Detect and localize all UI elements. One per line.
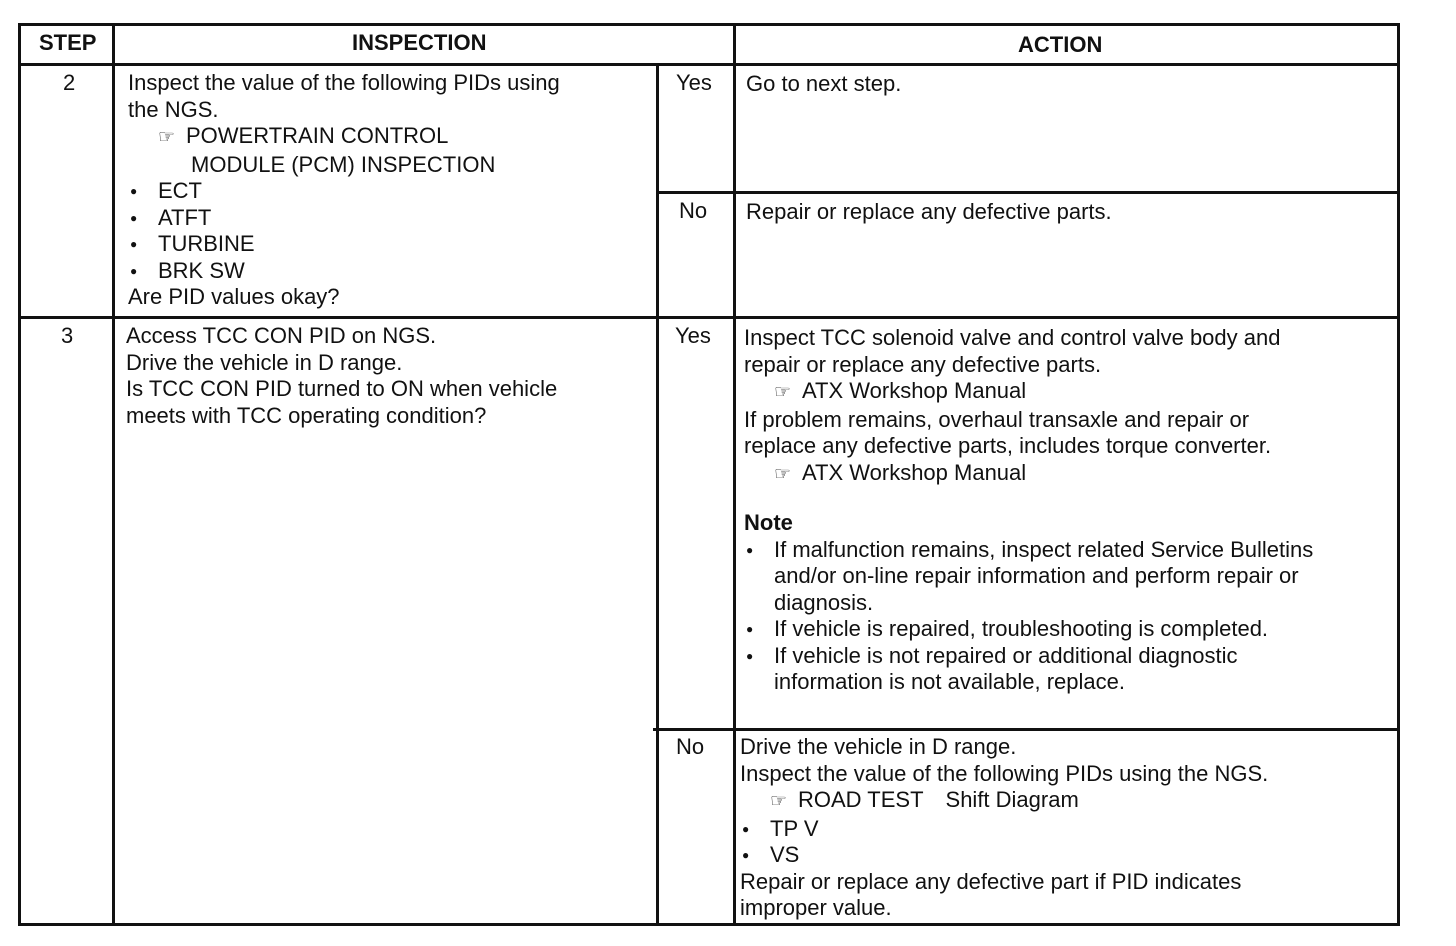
pid-bullet: ● TP V: [740, 816, 1268, 843]
step-column-divider: [112, 23, 115, 926]
pointing-hand-icon: ☞: [770, 791, 788, 812]
inspection-line: Inspect the value of the following PIDs using: [128, 70, 560, 95]
yes-action-cell: [744, 325, 1313, 696]
pid-bullet: ● BRK SW: [128, 258, 560, 285]
note-title: Note: [744, 510, 793, 535]
reference-link: [128, 123, 560, 152]
step3-yes-no-separator: [653, 728, 1400, 731]
pid-bullet: ● TURBINE: [128, 231, 560, 258]
reference-text: ATX Workshop Manual: [802, 459, 1027, 485]
no-label: No: [679, 198, 708, 223]
note-bullet: ● If vehicle is repaired, troubleshooting is completed.: [744, 616, 1313, 643]
reference-text-extra: Shift Diagram: [945, 787, 1079, 812]
pointing-hand-icon: ☞: [158, 127, 176, 148]
note-bullet: ● If malfunction remains, inspect related Service Bulletins: [744, 537, 1313, 564]
step2-yes-no-separator: [657, 191, 1400, 194]
inspection-cell: [128, 70, 560, 311]
inspection-line: Is TCC CON PID turned to ON when vehicle: [126, 376, 558, 401]
step-number: 2: [63, 70, 76, 95]
reference-text: ATX Workshop Manual: [802, 378, 1027, 403]
table-border-left: [18, 23, 21, 926]
inspection-line: Drive the vehicle in D range.: [126, 349, 403, 375]
note-bullet-continued: information is not available, replace.: [774, 669, 1125, 694]
action-line: repair or replace any defective parts.: [744, 351, 1102, 377]
reference-text: ROAD TEST: [798, 787, 924, 812]
pointing-hand-icon: ☞: [774, 463, 792, 485]
inspection-line: Access TCC CON PID on NGS.: [126, 323, 437, 348]
action-line: Repair or replace any defective part if PID indicates: [740, 868, 1242, 894]
yes-label: Yes: [676, 70, 712, 95]
header-action: ACTION: [1018, 32, 1103, 57]
header-separator: [18, 63, 1400, 66]
action-column-divider: [733, 23, 736, 926]
reference-link: [740, 787, 1268, 816]
pid-bullet: ● ECT: [128, 178, 560, 205]
inspection-question: Are PID values okay?: [128, 284, 340, 309]
reference-text-continued: MODULE (PCM) INSPECTION: [191, 151, 496, 177]
inspection-line: meets with TCC operating condition?: [126, 402, 487, 428]
pid-bullet: ● VS: [740, 842, 1268, 869]
yes-action: Go to next step.: [746, 71, 902, 96]
action-line: If problem remains, overhaul transaxle and repair or: [744, 406, 1250, 432]
reference-text: POWERTRAIN CONTROL: [186, 123, 449, 148]
no-action: Repair or replace any defective parts.: [746, 199, 1112, 224]
spacer: [744, 488, 1313, 510]
note-bullet-continued: diagnosis.: [774, 589, 874, 615]
action-line: Inspect TCC solenoid valve and control valve body and: [744, 325, 1281, 350]
action-line: Inspect the value of the following PIDs using the NGS.: [740, 760, 1269, 786]
inspection-line: the NGS.: [128, 96, 219, 122]
pid-bullet: ● ATFT: [128, 205, 560, 232]
no-label: No: [676, 734, 705, 759]
header-inspection: INSPECTION: [352, 30, 487, 55]
yes-label: Yes: [675, 323, 711, 348]
action-line: replace any defective parts, includes torque converter.: [744, 433, 1272, 458]
note-bullet: ● If vehicle is not repaired or additional diagnostic: [744, 643, 1313, 670]
reference-link: [744, 460, 1313, 489]
table-border-right: [1397, 23, 1400, 926]
inspection-cell: [126, 323, 557, 429]
action-line: improper value.: [740, 895, 892, 920]
yes-no-column-divider: [656, 63, 659, 926]
note-bullet-continued: and/or on-line repair information and perform repair or: [774, 563, 1299, 588]
step-number: 3: [61, 323, 74, 348]
action-line: Drive the vehicle in D range.: [740, 734, 1017, 759]
no-action-cell: [740, 734, 1268, 922]
table-border-top: [18, 23, 1400, 26]
row-separator: [18, 316, 1400, 319]
header-step: STEP: [39, 30, 97, 55]
pointing-hand-icon: ☞: [774, 382, 792, 403]
reference-link: [744, 378, 1313, 407]
table-border-bottom: [18, 923, 1400, 926]
